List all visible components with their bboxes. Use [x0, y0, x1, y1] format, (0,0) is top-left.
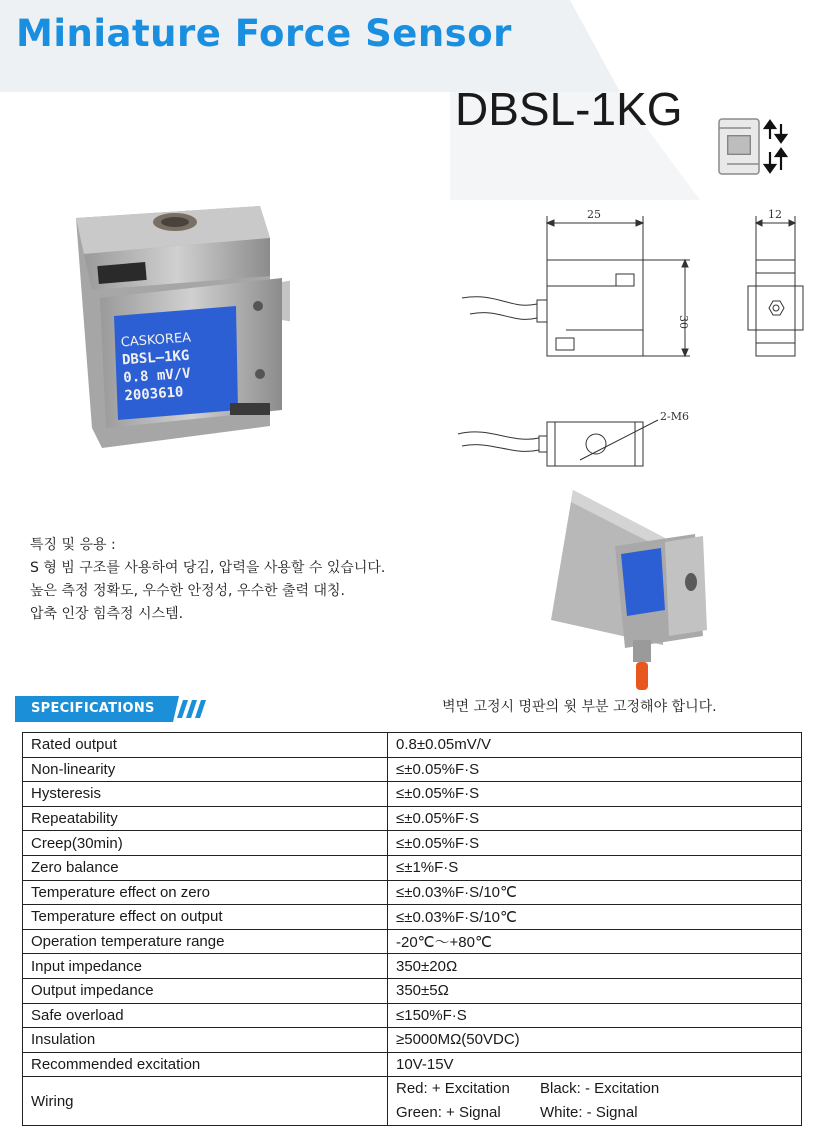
table-row [23, 782, 802, 807]
thread-spec: 2-M6 [660, 410, 689, 423]
specifications-table [22, 732, 802, 1126]
table-row [23, 806, 802, 831]
table-row [23, 954, 802, 979]
dim-depth: 12 [768, 208, 782, 221]
wire-green: Green: + Signal [396, 1104, 501, 1122]
product-photo [70, 198, 290, 450]
technical-drawing [440, 198, 815, 483]
wire-white: White: - Signal [540, 1104, 638, 1122]
specifications-title: SPECIFICATIONS [31, 701, 155, 716]
spec-name: Zero balance [23, 855, 388, 880]
feature-line: 압축 인장 힘측정 시스템. [30, 606, 184, 622]
wire-black: Black: - Excitation [540, 1080, 660, 1098]
spec-value: 350±5Ω [388, 978, 802, 1003]
feature-line: S 형 빔 구조를 사용하여 당김, 압력을 사용할 수 있습니다. [30, 560, 386, 576]
spec-name: Output impedance [23, 978, 388, 1003]
specifications-banner [15, 696, 215, 722]
page-title: Miniature Force Sensor [16, 12, 512, 55]
dim-width: 25 [587, 208, 601, 221]
spec-value: ≤±0.05%F·S [388, 806, 802, 831]
table-row [23, 978, 802, 1003]
spec-value: 0.8±0.05mV/V [388, 733, 802, 758]
spec-name: Operation temperature range [23, 929, 388, 954]
table-row [23, 855, 802, 880]
feature-line: 높은 측정 정확도, 우수한 안정성, 우수한 출력 대칭. [30, 583, 345, 599]
spec-value: ≤150%F·S [388, 1003, 802, 1028]
nameplate-model: DBSL–1KG [121, 347, 190, 369]
s-beam-load-icon [718, 118, 794, 178]
spec-value: ≤±0.05%F·S [388, 782, 802, 807]
spec-name: Temperature effect on zero [23, 880, 388, 905]
table-row [23, 1052, 802, 1077]
mount-photo [545, 490, 715, 695]
table-row [23, 1003, 802, 1028]
spec-value: 10V-15V [388, 1052, 802, 1077]
spec-name: Insulation [23, 1028, 388, 1053]
table-row [23, 929, 802, 954]
table-row [23, 905, 802, 930]
spec-name: Temperature effect on output [23, 905, 388, 930]
spec-name: Creep(30min) [23, 831, 388, 856]
table-row [23, 1028, 802, 1053]
product-nameplate [114, 306, 238, 420]
table-row [23, 831, 802, 856]
spec-name: Wiring [23, 1077, 388, 1126]
nameplate-output: 0.8 mV/V [122, 365, 192, 387]
spec-value: -20℃～+80℃ [388, 929, 802, 954]
wire-red: Red: + Excitation [396, 1080, 510, 1098]
spec-value: ≤±1%F·S [388, 855, 802, 880]
spec-name: Safe overload [23, 1003, 388, 1028]
spec-name: Input impedance [23, 954, 388, 979]
spec-name: Non-linearity [23, 757, 388, 782]
spec-name: Rated output [23, 733, 388, 758]
spec-name: Hysteresis [23, 782, 388, 807]
spec-value: ≤±0.05%F·S [388, 831, 802, 856]
mount-note: 벽면 고정시 명판의 윗 부분 고정해야 합니다. [442, 699, 717, 715]
spec-value: 350±20Ω [388, 954, 802, 979]
wiring-row [23, 1077, 802, 1126]
spec-name: Repeatability [23, 806, 388, 831]
model-number: DBSL-1KG [455, 83, 683, 135]
spec-name: Recommended excitation [23, 1052, 388, 1077]
spec-value: ≤±0.03%F·S/10℃ [388, 905, 802, 930]
table-row [23, 757, 802, 782]
table-row [23, 880, 802, 905]
spec-value: ≤±0.03%F·S/10℃ [388, 880, 802, 905]
nameplate-brand: CASKOREA [120, 330, 192, 351]
spec-value: ≥5000MΩ(50VDC) [388, 1028, 802, 1053]
spec-value: ≤±0.05%F·S [388, 757, 802, 782]
dim-height: 30 [677, 315, 690, 329]
features-heading: 특징 및 응용 : [30, 537, 116, 553]
features-section [30, 534, 385, 626]
wiring-values [388, 1077, 802, 1126]
nameplate-serial: 2003610 [124, 384, 184, 405]
table-row [23, 733, 802, 758]
